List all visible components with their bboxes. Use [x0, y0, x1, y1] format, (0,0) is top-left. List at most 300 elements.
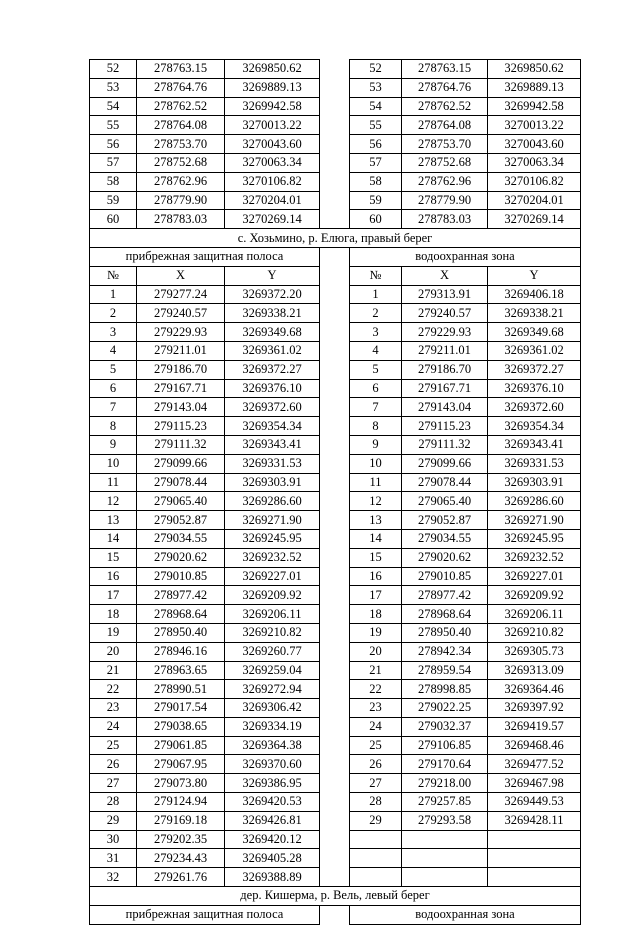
zone-point-number: 5	[350, 360, 402, 379]
coastal-x-coordinate: 279038.65	[137, 717, 225, 736]
zone-y-coordinate: 3269232.52	[488, 548, 581, 567]
coastal-point-number: 2	[90, 304, 137, 323]
coastal-y-coordinate: 3269420.53	[225, 793, 320, 812]
coastal-point-number: 21	[90, 661, 137, 680]
column-gap	[320, 661, 350, 680]
coastal-point-number: 59	[90, 191, 137, 210]
coastal-x-coordinate: 279186.70	[137, 360, 225, 379]
coastal-point-number: 14	[90, 529, 137, 548]
table-row	[90, 661, 581, 680]
table-row	[90, 642, 581, 661]
zone-x-coordinate: 279010.85	[402, 567, 488, 586]
zone-y-coordinate: 3269209.92	[488, 586, 581, 605]
coastal-x-coordinate: 279115.23	[137, 417, 225, 436]
coastal-point-number: 4	[90, 341, 137, 360]
table-row	[90, 153, 581, 172]
zone-y-coordinate: 3269227.01	[488, 567, 581, 586]
zone-x-coordinate: 279065.40	[402, 492, 488, 511]
zone-point-number: 58	[350, 172, 402, 191]
table-row	[90, 116, 581, 135]
coastal-point-number: 6	[90, 379, 137, 398]
zone-x-coordinate: 279106.85	[402, 736, 488, 755]
column-gap	[320, 529, 350, 548]
coastal-x-coordinate: 278752.68	[137, 153, 225, 172]
zone-x-coordinate: 279257.85	[402, 793, 488, 812]
coastal-y-coordinate: 3269260.77	[225, 642, 320, 661]
zone-point-number: 27	[350, 774, 402, 793]
coastal-x-coordinate: 279061.85	[137, 736, 225, 755]
zone-x-coordinate: 279313.91	[402, 285, 488, 304]
coastal-x-coordinate: 279034.55	[137, 529, 225, 548]
zone-point-number: 25	[350, 736, 402, 755]
zone-x-coordinate: 278764.76	[402, 78, 488, 97]
zone-y-coordinate: 3269313.09	[488, 661, 581, 680]
column-gap	[320, 548, 350, 567]
zone-y-coordinate: 3269338.21	[488, 304, 581, 323]
zone-y-coordinate: 3269397.92	[488, 699, 581, 718]
zone-point-number: 8	[350, 417, 402, 436]
coastal-y-coordinate: 3270106.82	[225, 172, 320, 191]
zone-x-coordinate: 279052.87	[402, 511, 488, 530]
table-row	[90, 605, 581, 624]
table-row	[90, 417, 581, 436]
column-gap	[320, 379, 350, 398]
coastal-strip-caption: прибрежная защитная полоса	[90, 905, 320, 924]
coastal-y-coordinate: 3269372.20	[225, 285, 320, 304]
zone-y-coordinate: 3269468.46	[488, 736, 581, 755]
column-gap	[320, 78, 350, 97]
zone-y-coordinate: 3269406.18	[488, 285, 581, 304]
coastal-point-number: 56	[90, 135, 137, 154]
coastal-x-coordinate: 279017.54	[137, 699, 225, 718]
column-gap	[320, 473, 350, 492]
column-gap	[320, 868, 350, 887]
table-row	[90, 680, 581, 699]
coastal-x-coordinate: 279124.94	[137, 793, 225, 812]
zone-y-coordinate: 3269850.62	[488, 60, 581, 79]
coastal-point-number: 29	[90, 811, 137, 830]
section-title-row	[90, 229, 581, 248]
coastal-point-number: 52	[90, 60, 137, 79]
zone-point-number: 29	[350, 811, 402, 830]
column-gap	[320, 642, 350, 661]
coastal-x-coordinate: 278968.64	[137, 605, 225, 624]
zone-y-coordinate: 3269210.82	[488, 623, 581, 642]
column-gap	[320, 97, 350, 116]
coastal-y-coordinate: 3269303.91	[225, 473, 320, 492]
coastal-x-coordinate: 278763.15	[137, 60, 225, 79]
table-row	[90, 304, 581, 323]
coastal-strip-caption: прибрежная защитная полоса	[90, 247, 320, 266]
coastal-point-number: 17	[90, 586, 137, 605]
column-gap	[320, 623, 350, 642]
table-row	[90, 774, 581, 793]
point-number-header: №	[90, 266, 137, 285]
zone-point-number: 13	[350, 511, 402, 530]
zone-point-number: 54	[350, 97, 402, 116]
y-coordinate-header: Y	[225, 266, 320, 285]
zone-point-number: 14	[350, 529, 402, 548]
zone-y-coordinate: 3270106.82	[488, 172, 581, 191]
coastal-point-number: 24	[90, 717, 137, 736]
coastal-x-coordinate: 278990.51	[137, 680, 225, 699]
coastal-y-coordinate: 3269942.58	[225, 97, 320, 116]
coastal-y-coordinate: 3269376.10	[225, 379, 320, 398]
zone-x-coordinate: 278959.54	[402, 661, 488, 680]
zone-x-coordinate: 278762.52	[402, 97, 488, 116]
section-title: с. Хозьмино, р. Елюга, правый берег	[90, 229, 581, 248]
coastal-point-number: 19	[90, 623, 137, 642]
zone-x-coordinate: 279115.23	[402, 417, 488, 436]
zone-point-number: 28	[350, 793, 402, 812]
zone-y-coordinate: 3269343.41	[488, 435, 581, 454]
zone-point-number: 19	[350, 623, 402, 642]
table-row	[90, 135, 581, 154]
table-row	[90, 548, 581, 567]
zone-point-number	[350, 868, 402, 887]
table-row	[90, 830, 581, 849]
zone-caption-row	[90, 905, 581, 924]
zone-x-coordinate: 278977.42	[402, 586, 488, 605]
table-row	[90, 323, 581, 342]
coastal-y-coordinate: 3269232.52	[225, 548, 320, 567]
coastal-x-coordinate: 279277.24	[137, 285, 225, 304]
coastal-x-coordinate: 279099.66	[137, 454, 225, 473]
zone-y-coordinate: 3269419.57	[488, 717, 581, 736]
coastal-x-coordinate: 279229.93	[137, 323, 225, 342]
coastal-point-number: 25	[90, 736, 137, 755]
table-row	[90, 736, 581, 755]
column-gap	[320, 511, 350, 530]
table-row	[90, 341, 581, 360]
coastal-x-coordinate: 278779.90	[137, 191, 225, 210]
coastal-point-number: 58	[90, 172, 137, 191]
column-gap	[320, 755, 350, 774]
coastal-y-coordinate: 3269349.68	[225, 323, 320, 342]
coastal-point-number: 30	[90, 830, 137, 849]
zone-point-number: 6	[350, 379, 402, 398]
coastal-point-number: 31	[90, 849, 137, 868]
zone-x-coordinate: 278764.08	[402, 116, 488, 135]
coastal-y-coordinate: 3270063.34	[225, 153, 320, 172]
coastal-point-number: 20	[90, 642, 137, 661]
zone-point-number: 56	[350, 135, 402, 154]
zone-point-number: 1	[350, 285, 402, 304]
column-gap	[320, 435, 350, 454]
coastal-point-number: 11	[90, 473, 137, 492]
table-row	[90, 172, 581, 191]
coastal-x-coordinate: 278753.70	[137, 135, 225, 154]
coastal-point-number: 32	[90, 868, 137, 887]
zone-point-number: 24	[350, 717, 402, 736]
zone-point-number: 3	[350, 323, 402, 342]
zone-point-number: 10	[350, 454, 402, 473]
table-row	[90, 435, 581, 454]
table-row	[90, 717, 581, 736]
table-row	[90, 473, 581, 492]
coastal-y-coordinate: 3270043.60	[225, 135, 320, 154]
coastal-y-coordinate: 3269343.41	[225, 435, 320, 454]
zone-point-number: 53	[350, 78, 402, 97]
column-gap	[320, 323, 350, 342]
coastal-x-coordinate: 278946.16	[137, 642, 225, 661]
table-row	[90, 529, 581, 548]
zone-x-coordinate	[402, 830, 488, 849]
zone-point-number: 12	[350, 492, 402, 511]
coordinates-document	[89, 59, 580, 925]
coastal-y-coordinate: 3269364.38	[225, 736, 320, 755]
coastal-y-coordinate: 3269426.81	[225, 811, 320, 830]
x-coordinate-header: X	[137, 266, 225, 285]
zone-y-coordinate: 3269364.46	[488, 680, 581, 699]
column-gap	[320, 191, 350, 210]
zone-x-coordinate: 278783.03	[402, 210, 488, 229]
zone-point-number: 9	[350, 435, 402, 454]
coastal-y-coordinate: 3269210.82	[225, 623, 320, 642]
zone-y-coordinate: 3269305.73	[488, 642, 581, 661]
coastal-y-coordinate: 3269227.01	[225, 567, 320, 586]
coastal-y-coordinate: 3269271.90	[225, 511, 320, 530]
zone-y-coordinate: 3270269.14	[488, 210, 581, 229]
zone-point-number: 22	[350, 680, 402, 699]
coastal-x-coordinate: 278950.40	[137, 623, 225, 642]
section-title: дер. Кишерма, р. Вель, левый берег	[90, 887, 581, 906]
zone-x-coordinate: 278779.90	[402, 191, 488, 210]
zone-point-number: 4	[350, 341, 402, 360]
column-gap	[320, 210, 350, 229]
table-row	[90, 210, 581, 229]
zone-x-coordinate	[402, 868, 488, 887]
column-gap	[320, 830, 350, 849]
column-gap	[320, 774, 350, 793]
coastal-y-coordinate: 3269405.28	[225, 849, 320, 868]
column-gap	[320, 905, 350, 924]
zone-point-number	[350, 830, 402, 849]
table-row	[90, 379, 581, 398]
coastal-point-number: 1	[90, 285, 137, 304]
column-gap	[320, 247, 350, 266]
table-row	[90, 567, 581, 586]
water-protection-zone-caption: водоохранная зона	[350, 247, 581, 266]
zone-x-coordinate: 279032.37	[402, 717, 488, 736]
coastal-x-coordinate: 279202.35	[137, 830, 225, 849]
table-row	[90, 793, 581, 812]
column-gap	[320, 605, 350, 624]
zone-point-number: 20	[350, 642, 402, 661]
column-gap	[320, 699, 350, 718]
coastal-x-coordinate: 278764.76	[137, 78, 225, 97]
zone-x-coordinate: 279186.70	[402, 360, 488, 379]
zone-point-number: 26	[350, 755, 402, 774]
coastal-point-number: 12	[90, 492, 137, 511]
zone-point-number: 11	[350, 473, 402, 492]
column-gap	[320, 736, 350, 755]
table-row	[90, 398, 581, 417]
column-gap	[320, 116, 350, 135]
coastal-point-number: 28	[90, 793, 137, 812]
coastal-point-number: 27	[90, 774, 137, 793]
zone-x-coordinate: 278998.85	[402, 680, 488, 699]
column-gap	[320, 398, 350, 417]
coastal-y-coordinate: 3269272.94	[225, 680, 320, 699]
zone-caption-row	[90, 247, 581, 266]
coastal-point-number: 55	[90, 116, 137, 135]
column-gap	[320, 417, 350, 436]
zone-x-coordinate: 279240.57	[402, 304, 488, 323]
zone-y-coordinate: 3269303.91	[488, 473, 581, 492]
coastal-y-coordinate: 3269372.60	[225, 398, 320, 417]
zone-y-coordinate: 3270013.22	[488, 116, 581, 135]
zone-y-coordinate: 3269467.98	[488, 774, 581, 793]
zone-y-coordinate: 3269331.53	[488, 454, 581, 473]
zone-y-coordinate	[488, 849, 581, 868]
coastal-y-coordinate: 3269370.60	[225, 755, 320, 774]
zone-y-coordinate: 3269889.13	[488, 78, 581, 97]
zone-point-number: 2	[350, 304, 402, 323]
zone-x-coordinate: 278763.15	[402, 60, 488, 79]
zone-x-coordinate: 279170.64	[402, 755, 488, 774]
coastal-x-coordinate: 279261.76	[137, 868, 225, 887]
column-gap	[320, 492, 350, 511]
table-row	[90, 191, 581, 210]
column-gap	[320, 285, 350, 304]
x-coordinate-header: X	[402, 266, 488, 285]
zone-x-coordinate: 278752.68	[402, 153, 488, 172]
zone-point-number: 15	[350, 548, 402, 567]
zone-y-coordinate: 3269361.02	[488, 341, 581, 360]
zone-y-coordinate: 3269372.60	[488, 398, 581, 417]
column-gap	[320, 454, 350, 473]
coastal-y-coordinate: 3269259.04	[225, 661, 320, 680]
zone-y-coordinate: 3269354.34	[488, 417, 581, 436]
coastal-y-coordinate: 3269420.12	[225, 830, 320, 849]
table-row	[90, 586, 581, 605]
zone-y-coordinate: 3269477.52	[488, 755, 581, 774]
zone-x-coordinate: 279211.01	[402, 341, 488, 360]
zone-x-coordinate: 278753.70	[402, 135, 488, 154]
coastal-y-coordinate: 3269245.95	[225, 529, 320, 548]
table-row	[90, 285, 581, 304]
table-row	[90, 60, 581, 79]
column-gap	[320, 849, 350, 868]
column-gap	[320, 586, 350, 605]
column-gap	[320, 680, 350, 699]
coastal-y-coordinate: 3269386.95	[225, 774, 320, 793]
zone-x-coordinate: 278968.64	[402, 605, 488, 624]
zone-x-coordinate: 279034.55	[402, 529, 488, 548]
table-row	[90, 454, 581, 473]
coastal-point-number: 15	[90, 548, 137, 567]
zone-point-number	[350, 849, 402, 868]
coastal-point-number: 60	[90, 210, 137, 229]
coastal-x-coordinate: 279167.71	[137, 379, 225, 398]
zone-y-coordinate: 3269376.10	[488, 379, 581, 398]
zone-y-coordinate	[488, 830, 581, 849]
coastal-point-number: 18	[90, 605, 137, 624]
column-gap	[320, 172, 350, 191]
coastal-y-coordinate: 3270013.22	[225, 116, 320, 135]
zone-y-coordinate: 3269372.27	[488, 360, 581, 379]
zone-x-coordinate	[402, 849, 488, 868]
zone-point-number: 7	[350, 398, 402, 417]
zone-x-coordinate: 279293.58	[402, 811, 488, 830]
coastal-x-coordinate: 279211.01	[137, 341, 225, 360]
y-coordinate-header: Y	[488, 266, 581, 285]
zone-y-coordinate: 3270204.01	[488, 191, 581, 210]
coastal-x-coordinate: 278783.03	[137, 210, 225, 229]
column-gap	[320, 153, 350, 172]
table-row	[90, 511, 581, 530]
column-gap	[320, 135, 350, 154]
coastal-x-coordinate: 279052.87	[137, 511, 225, 530]
coastal-point-number: 7	[90, 398, 137, 417]
table-row	[90, 623, 581, 642]
zone-x-coordinate: 278762.96	[402, 172, 488, 191]
coastal-x-coordinate: 278963.65	[137, 661, 225, 680]
coastal-point-number: 23	[90, 699, 137, 718]
zone-x-coordinate: 279143.04	[402, 398, 488, 417]
column-gap	[320, 360, 350, 379]
coastal-point-number: 16	[90, 567, 137, 586]
coastal-x-coordinate: 278762.96	[137, 172, 225, 191]
zone-point-number: 23	[350, 699, 402, 718]
coastal-point-number: 3	[90, 323, 137, 342]
column-gap	[320, 717, 350, 736]
column-gap	[320, 793, 350, 812]
coastal-point-number: 8	[90, 417, 137, 436]
coastal-y-coordinate: 3269209.92	[225, 586, 320, 605]
column-gap	[320, 304, 350, 323]
coastal-y-coordinate: 3269388.89	[225, 868, 320, 887]
zone-x-coordinate: 279229.93	[402, 323, 488, 342]
coastal-y-coordinate: 3269286.60	[225, 492, 320, 511]
coastal-y-coordinate: 3269338.21	[225, 304, 320, 323]
coordinates-table	[89, 59, 581, 925]
zone-x-coordinate: 279099.66	[402, 454, 488, 473]
water-protection-zone-caption: водоохранная зона	[350, 905, 581, 924]
zone-y-coordinate: 3269349.68	[488, 323, 581, 342]
table-row	[90, 97, 581, 116]
table-row	[90, 492, 581, 511]
coastal-x-coordinate: 279169.18	[137, 811, 225, 830]
coastal-y-coordinate: 3269306.42	[225, 699, 320, 718]
coastal-point-number: 22	[90, 680, 137, 699]
zone-point-number: 55	[350, 116, 402, 135]
coastal-y-coordinate: 3269850.62	[225, 60, 320, 79]
zone-y-coordinate: 3270063.34	[488, 153, 581, 172]
coastal-point-number: 5	[90, 360, 137, 379]
zone-point-number: 16	[350, 567, 402, 586]
zone-point-number: 17	[350, 586, 402, 605]
zone-x-coordinate: 279111.32	[402, 435, 488, 454]
coastal-y-coordinate: 3269889.13	[225, 78, 320, 97]
table-row	[90, 755, 581, 774]
coastal-x-coordinate: 279073.80	[137, 774, 225, 793]
coastal-y-coordinate: 3270204.01	[225, 191, 320, 210]
table-row	[90, 360, 581, 379]
coastal-y-coordinate: 3269206.11	[225, 605, 320, 624]
section-title-row	[90, 887, 581, 906]
coastal-point-number: 53	[90, 78, 137, 97]
coastal-x-coordinate: 279111.32	[137, 435, 225, 454]
point-number-header: №	[350, 266, 402, 285]
column-gap	[320, 811, 350, 830]
coastal-x-coordinate: 279078.44	[137, 473, 225, 492]
coastal-x-coordinate: 278762.52	[137, 97, 225, 116]
coastal-y-coordinate: 3270269.14	[225, 210, 320, 229]
column-gap	[320, 60, 350, 79]
table-row	[90, 699, 581, 718]
